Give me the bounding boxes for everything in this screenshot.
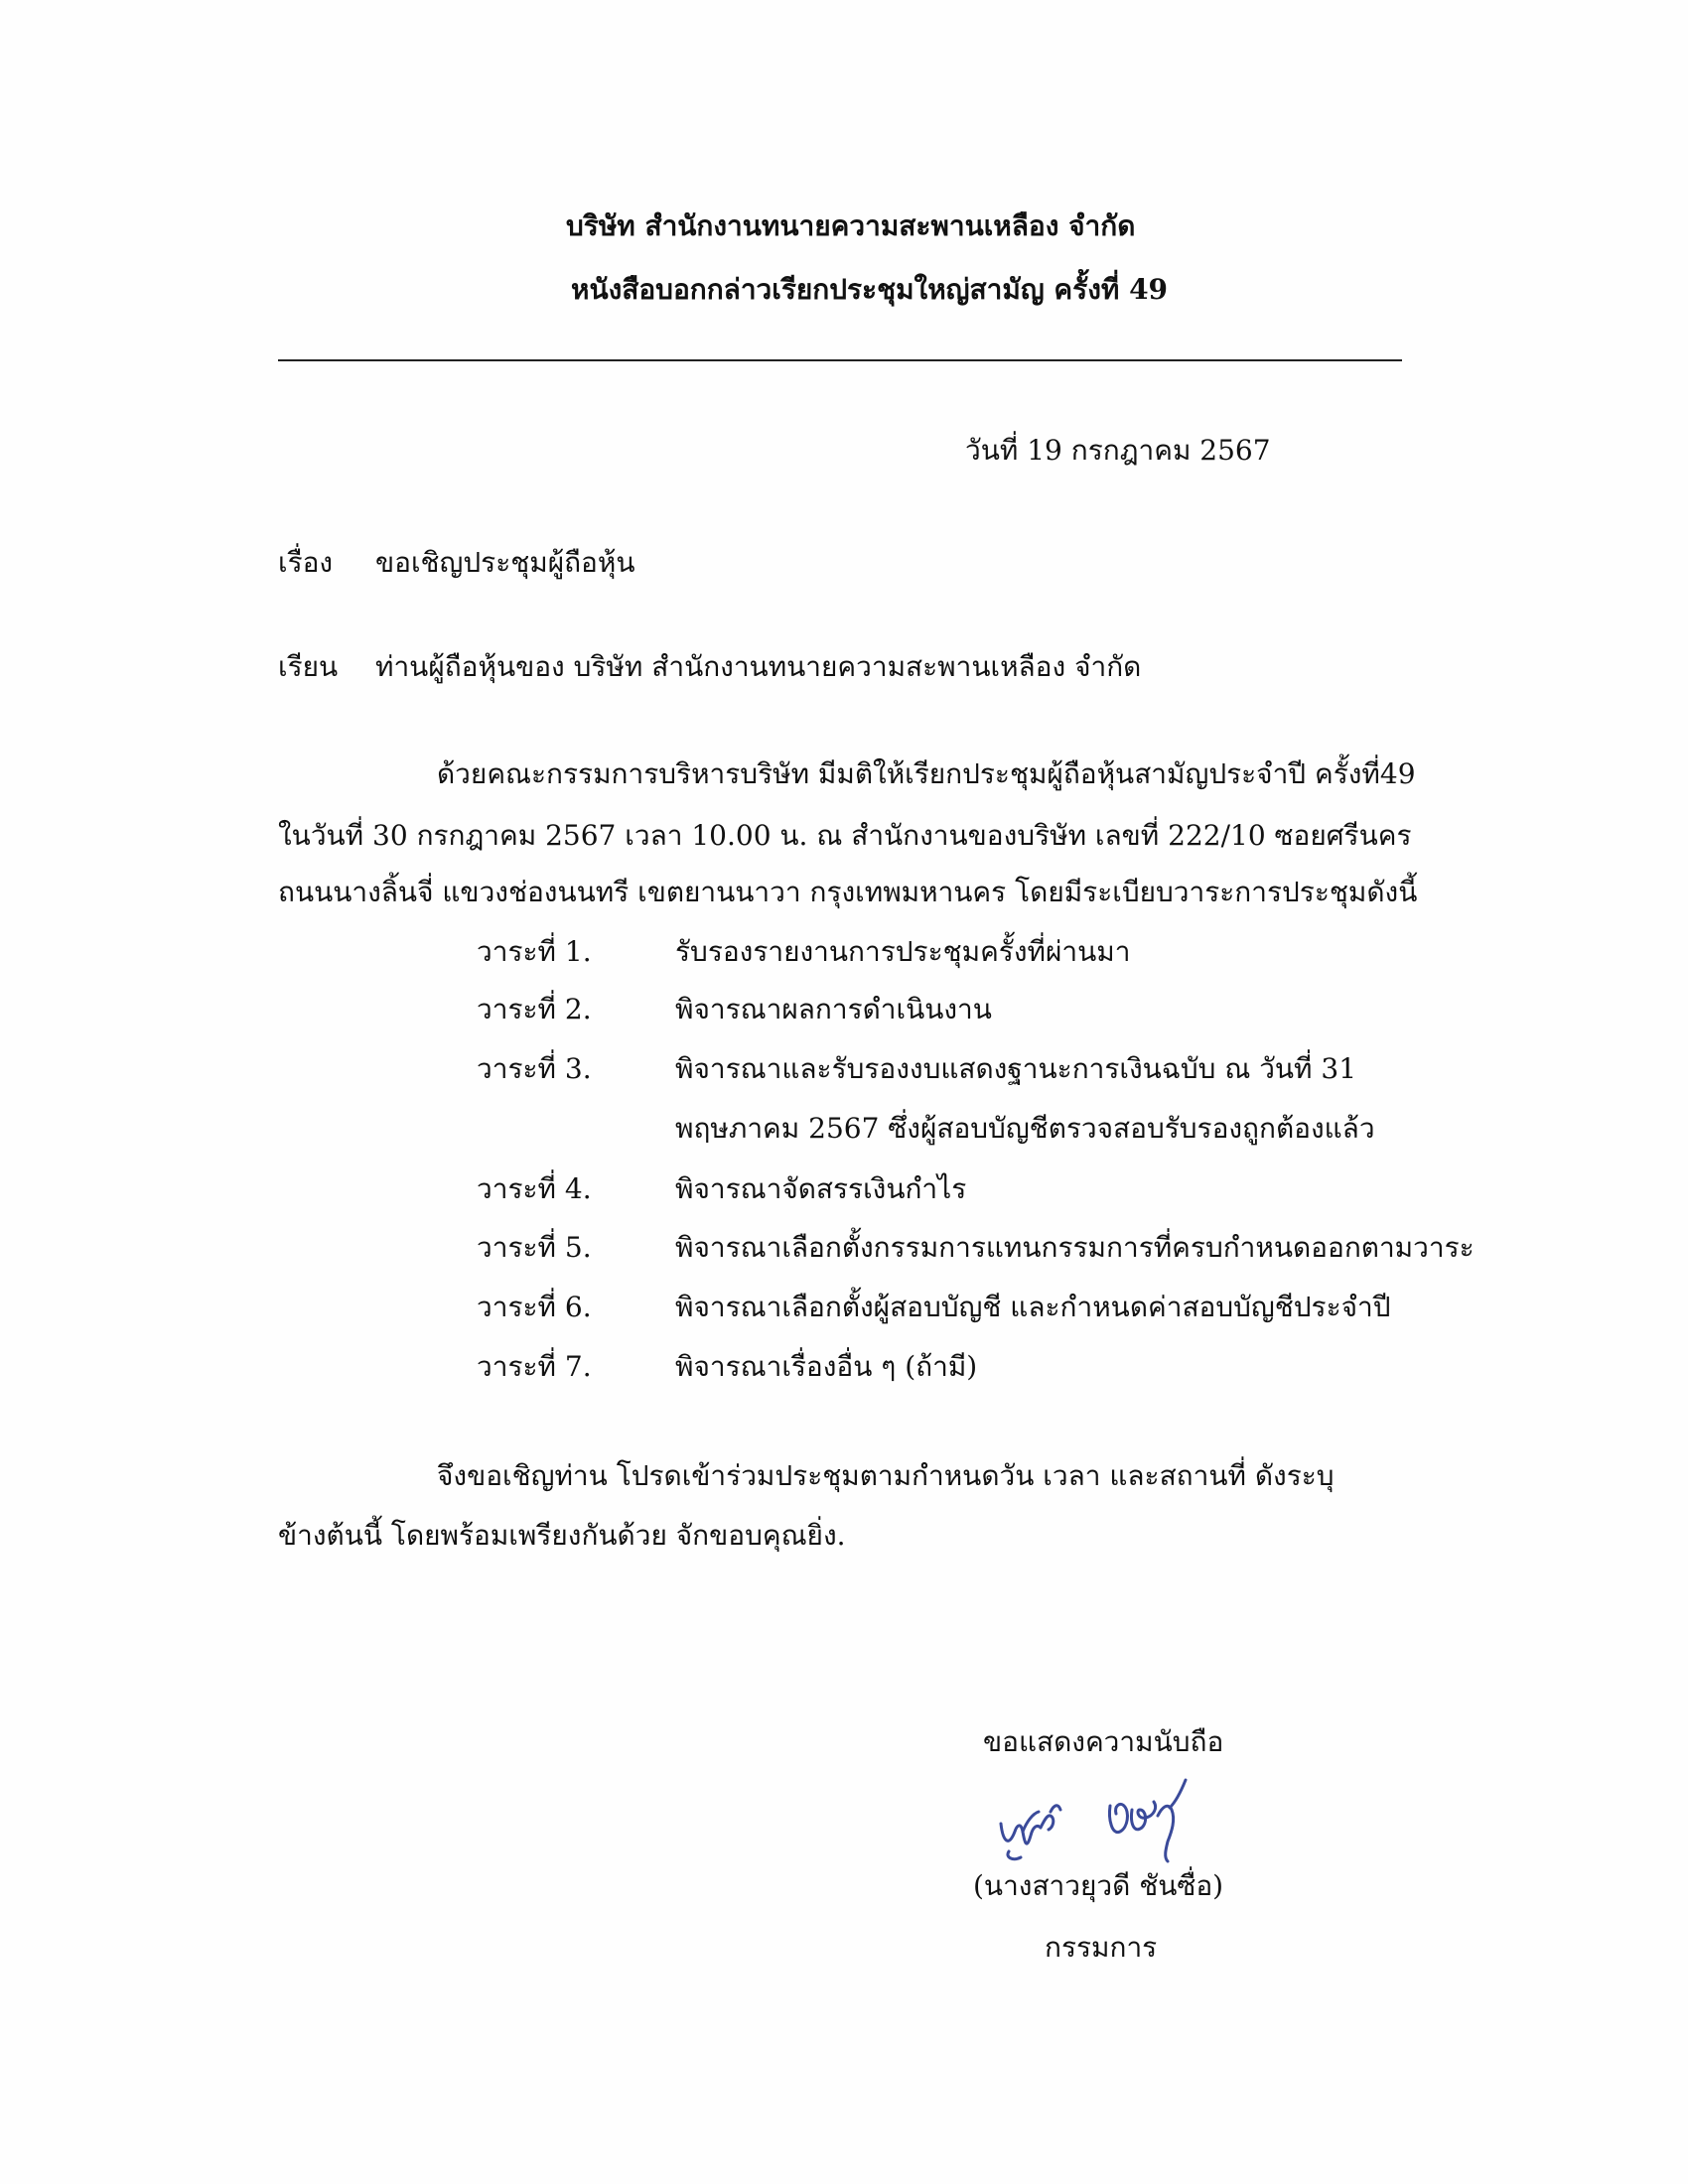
agenda-item-4-text: พิจารณาจัดสรรเงินกำไร — [675, 1172, 967, 1205]
header-divider — [278, 359, 1402, 361]
agenda-item-5-label: วาระที่ 5. — [477, 1231, 592, 1264]
agenda-item-2-label: วาระที่ 2. — [477, 993, 592, 1025]
intro-line-1: ด้วยคณะกรรมการบริหารบริษัท มีมติให้เรียกประชุมผู้ถือหุ้นสามัญประจำปี ครั้งที่49 — [437, 757, 1416, 790]
subject-label: เรื่อง — [278, 546, 334, 579]
intro-line-3: ถนนนางลิ้นจี่ แขวงช่องนนทรี เขตยานนาวา กรุงเทพมหานคร โดยมีระเบียบวาระการประชุมดังนี้ — [278, 876, 1418, 908]
agenda-item-7-text: พิจารณาเรื่องอื่น ๆ (ถ้ามี) — [675, 1350, 978, 1383]
recipient-text: ท่านผู้ถือหุ้นของ บริษัท สำนักงานทนายความสะพานเหลือง จำกัด — [375, 650, 1142, 683]
agenda-item-6-text: พิจารณาเลือกตั้งผู้สอบบัญชี และกำหนดค่าสอบบัญชีประจำปี — [675, 1291, 1391, 1323]
agenda-item-1-label: วาระที่ 1. — [477, 935, 592, 968]
intro-line-2: ในวันที่ 30 กรกฎาคม 2567 เวลา 10.00 น. ณ สำนักงานของบริษัท เลขที่ 222/10 ซอยศรีนคร — [278, 819, 1412, 852]
agenda-item-6-label: วาระที่ 6. — [477, 1291, 592, 1323]
recipient-label: เรียน — [278, 650, 339, 683]
closing-line-2: ข้างต้นนี้ โดยพร้อมเพรียงกันด้วย จักขอบคุณยิ่ง. — [278, 1519, 846, 1552]
closing-line-1: จึงขอเชิญท่าน โปรดเข้าร่วมประชุมตามกำหนดวัน เวลา และสถานที่ ดังระบุ — [437, 1459, 1335, 1492]
agenda-item-7-label: วาระที่ 7. — [477, 1350, 592, 1383]
date-line: วันที่ 19 กรกฎาคม 2567 — [965, 434, 1271, 467]
agenda-item-3-label: วาระที่ 3. — [477, 1052, 592, 1085]
agenda-item-2-text: พิจารณาผลการดำเนินงาน — [675, 993, 992, 1025]
agenda-item-1-text: รับรองรายงานการประชุมครั้งที่ผ่านมา — [675, 935, 1131, 968]
agenda-item-3-text: พิจารณาและรับรองงบแสดงฐานะการเงินฉบับ ณ วันที่ 31 — [675, 1052, 1357, 1085]
notice-title: หนังสือบอกกล่าวเรียกประชุมใหญ่สามัญ ครั้งที่ 49 — [571, 273, 1169, 306]
salutation: ขอแสดงความนับถือ — [983, 1725, 1224, 1758]
agenda-item-5-text: พิจารณาเลือกตั้งกรรมการแทนกรรมการที่ครบกำหนดออกตามวาระ — [675, 1231, 1475, 1264]
agenda-item-3-text-cont: พฤษภาคม 2567 ซึ่งผู้สอบบัญชีตรวจสอบรับรองถูกต้องแล้ว — [675, 1112, 1375, 1145]
subject-text: ขอเชิญประชุมผู้ถือหุ้น — [375, 546, 635, 579]
signatory-name: (นางสาวยุวดี ชันซื่อ) — [973, 1869, 1224, 1902]
agenda-item-4-label: วาระที่ 4. — [477, 1172, 592, 1205]
company-name: บริษัท สำนักงานทนายความสะพานเหลือง จำกัด — [566, 209, 1136, 242]
signatory-position: กรรมการ — [1045, 1931, 1158, 1964]
handwritten-signature — [983, 1762, 1221, 1871]
